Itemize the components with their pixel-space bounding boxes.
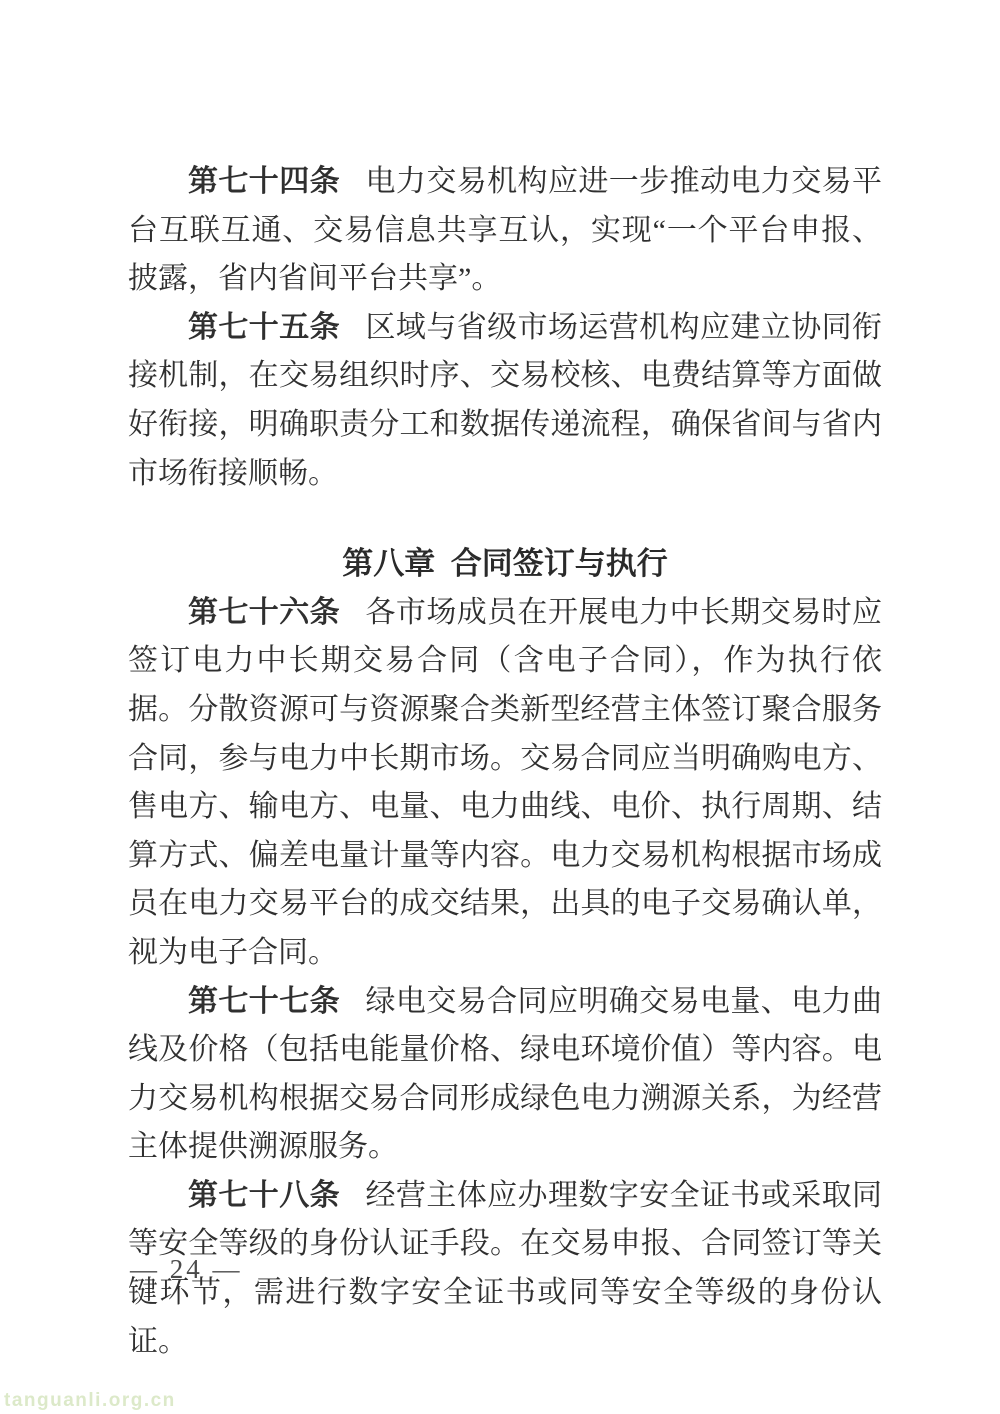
article-77-text: 绿电交易合同应明确交易电量、电力曲线及价格（包括电能量价格、绿电环境价值）等内容。电力交易机构根据交易合同形成绿色电力溯源关系，为经营主体提供溯源服务。 bbox=[128, 984, 883, 1164]
article-74-text: 电力交易机构应进一步推动电力交易平台互联互通、交易信息共享互认，实现“一个平台申报、披露，省内省间平台共享”。 bbox=[128, 165, 883, 296]
page-number: — 24 — bbox=[130, 1254, 243, 1284]
article-77-label: 第七十七条 bbox=[188, 984, 341, 1018]
article-78-text: 经营主体应办理数字安全证书或采取同等安全等级的身份认证手段。在交易申报、合同签订等关键环节，需进行数字安全证书或同等安全等级的身份认证。 bbox=[128, 1178, 883, 1358]
article-75-label: 第七十五条 bbox=[188, 310, 341, 344]
article-76-text: 各市场成员在开展电力中长期交易时应签订电力中长期交易合同（含电子合同），作为执行依据。分散资源可与资源聚合类新型经营主体签订聚合服务合同，参与电力中长期市场。交易合同应当明确购电方、售电方、输电方、电量、电力曲线、电价、执行周期、结算方式、偏差电量计量等内容。电力交易机构根据市场成员在电力交易平台的成交结果，出具的电子交易确认单，视为电子合同。 bbox=[128, 595, 883, 969]
article-76-label: 第七十六条 bbox=[188, 595, 341, 629]
chapter-8-title: 合同签订与执行 bbox=[450, 546, 668, 582]
document-body bbox=[128, 158, 882, 1366]
article-74-label: 第七十四条 bbox=[188, 165, 341, 198]
watermark-text: tanguanli.org.cn bbox=[4, 1390, 176, 1411]
chapter-8-heading bbox=[128, 540, 882, 589]
article-75-paragraph bbox=[128, 304, 882, 498]
article-76-paragraph bbox=[128, 589, 882, 978]
article-77-paragraph bbox=[128, 978, 882, 1172]
chapter-8-label: 第八章 bbox=[342, 546, 436, 582]
article-78-label: 第七十八条 bbox=[188, 1178, 341, 1212]
article-74-paragraph bbox=[128, 158, 882, 304]
article-75-text: 区域与省级市场运营机构应建立协同衔接机制，在交易组织时序、交易校核、电费结算等方面做好衔接，明确职责分工和数据传递流程，确保省间与省内市场衔接顺畅。 bbox=[128, 310, 883, 490]
